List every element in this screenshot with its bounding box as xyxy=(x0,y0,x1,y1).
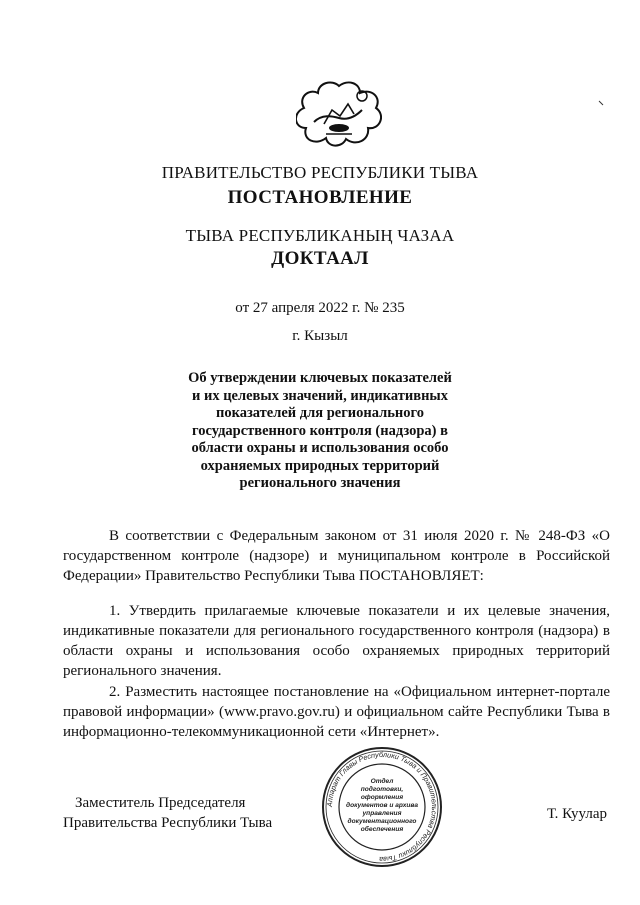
document-title xyxy=(160,370,480,493)
title-line: регионального значения xyxy=(239,475,401,491)
stamp-center-line: обеспечения xyxy=(360,826,404,833)
signatory-position-line: Правительства Республики Тыва xyxy=(63,815,273,831)
preamble-paragraph: В соответствии с Федеральным законом от 31 июля 2020 г. № 248-ФЗ «О государственном контроле (надзоре) и муниципальном контроле в Российской Федерации» Правительство Республики Тыва ПОСТАНОВЛЯЕТ: xyxy=(63,528,610,584)
stamp-center-line: подготовки, xyxy=(360,786,404,793)
signatory-name: Т. Куулар xyxy=(546,806,607,822)
date-and-number: от 27 апреля 2022 г. № 235 xyxy=(235,300,405,316)
document-type-ru: ПОСТАНОВЛЕНИЕ xyxy=(227,187,413,208)
title-line: государственного контроля (надзора) в xyxy=(192,422,448,439)
city: г. Кызыл xyxy=(292,328,348,344)
emblem-of-tuva-icon xyxy=(296,80,382,150)
stamp-ring-text: Аппарат Главы Республики Тыва и Правительства Республики Тыва xyxy=(324,749,440,865)
government-name-tv: ТЫВА РЕСПУБЛИКАНЫҢ ЧАЗАА xyxy=(185,226,455,245)
official-stamp-icon xyxy=(320,745,444,869)
title-line: и их целевых значений, индикативных xyxy=(191,387,448,404)
title-line: показателей для регионального xyxy=(215,405,425,421)
stamp-center-line: документационного xyxy=(347,818,417,825)
stamp-center-line: Отдел xyxy=(370,778,394,785)
government-name-ru: ПРАВИТЕЛЬСТВО РЕСПУБЛИКИ ТЫВА xyxy=(161,163,479,182)
title-line: области охраны и использования особо xyxy=(191,440,449,456)
document-type-tv: ДОКТААЛ xyxy=(271,248,369,269)
signatory-position xyxy=(63,793,272,833)
stamp-center-line: документов и архива xyxy=(346,802,418,809)
clause-2-paragraph: 2. Разместить настоящее постановление на «Официальном интернет-портале правовой информации» (www.pravo.gov.ru) и официальном сайте Республики Тыва в информационно-телекоммуникационной сети «Интернет». xyxy=(63,684,610,740)
stamp-center-line: управления xyxy=(362,810,402,817)
scan-mark-icon xyxy=(598,100,604,106)
title-line: Об утверждении ключевых показателей xyxy=(188,370,452,386)
clause-1-paragraph: 1. Утвердить прилагаемые ключевые показатели и их целевые значения, индикативные показатели для регионального государственного контроля (надзора) в области охраны и использования особо охраняемых природных территорий регионального значения. xyxy=(63,603,610,679)
title-line: охраняемых природных территорий xyxy=(200,457,440,474)
signatory-position-line: Заместитель Председателя xyxy=(75,795,246,811)
stamp-center-line: оформления xyxy=(360,794,404,801)
